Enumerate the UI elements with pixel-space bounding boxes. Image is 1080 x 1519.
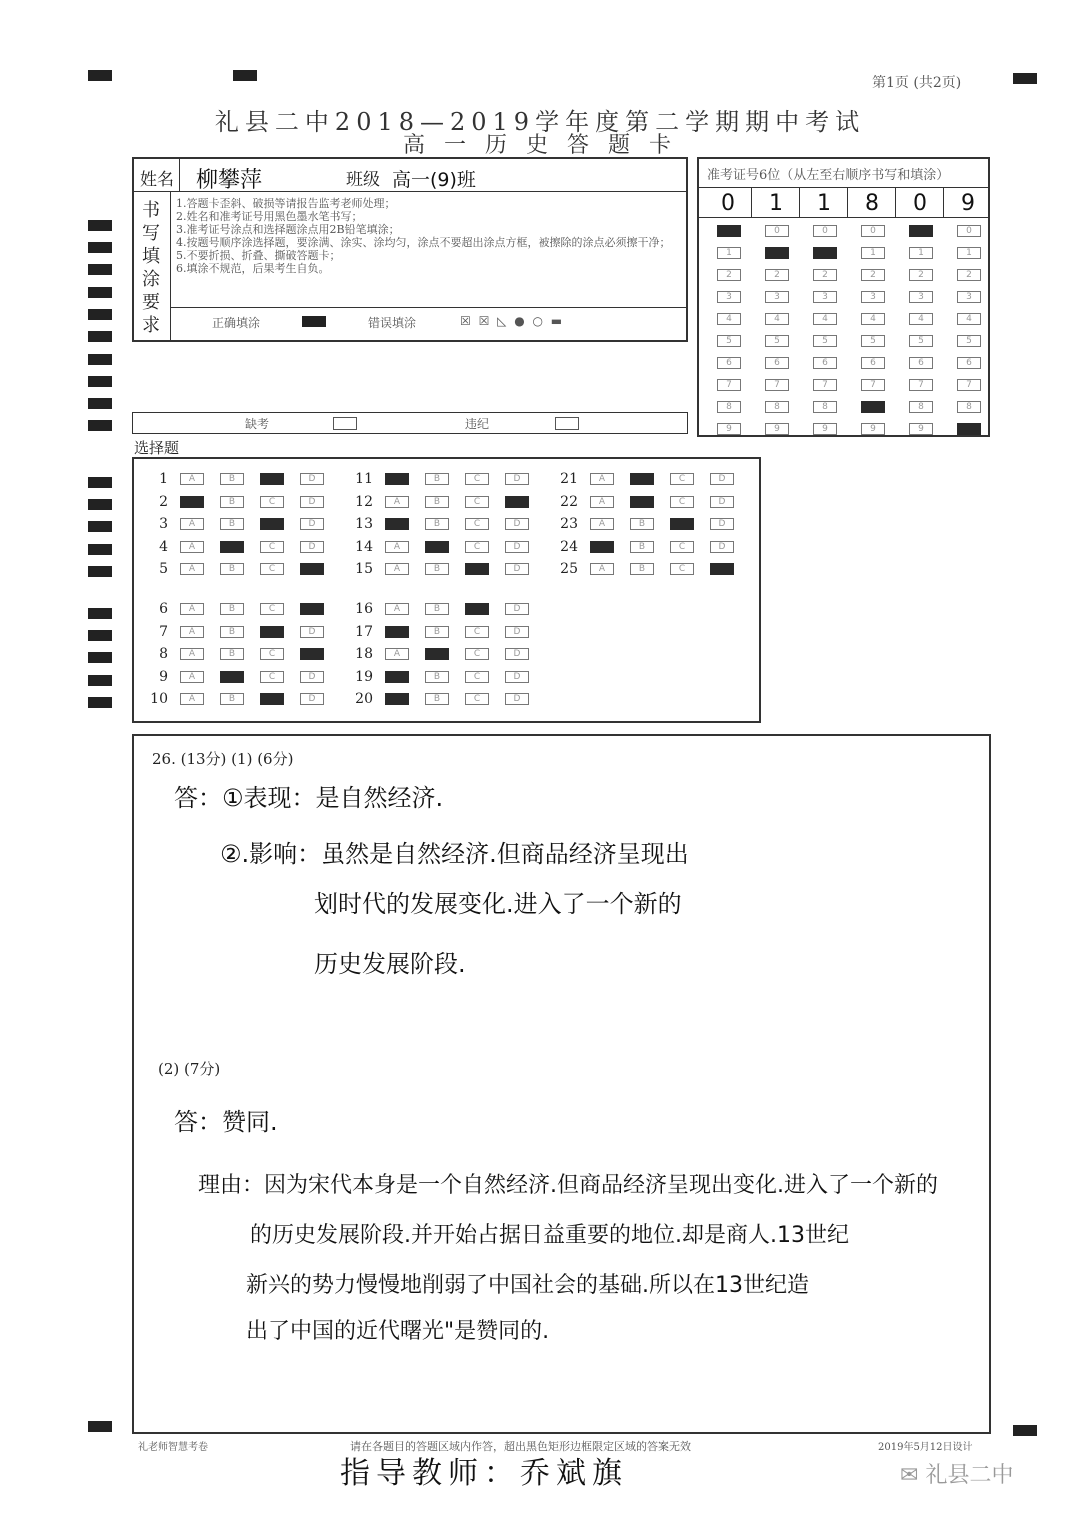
choice-bubble-b[interactable] [425, 648, 449, 660]
exam-id-bubble[interactable]: 2 [813, 269, 837, 281]
exam-id-bubble[interactable]: 6 [957, 357, 981, 369]
question-number: 23 [560, 516, 578, 532]
exam-id-bubble[interactable] [813, 247, 837, 259]
question-number: 2 [159, 493, 168, 510]
exam-id-bubble[interactable]: 4 [813, 313, 837, 325]
class-label: 班级 [346, 170, 380, 190]
timing-mark [88, 354, 112, 365]
exam-id-bubble[interactable]: 5 [765, 335, 789, 347]
timing-mark [88, 675, 112, 686]
q26-ans1-line4: 历史发展阶段. [314, 950, 466, 978]
choice-bubble-c[interactable] [260, 693, 284, 705]
question-number: 20 [355, 691, 373, 707]
question-number: 15 [355, 561, 373, 577]
choice-bubble-a[interactable] [385, 518, 409, 530]
choice-bubble-c[interactable]: C [465, 541, 489, 553]
choice-bubble-c[interactable]: C [465, 648, 489, 660]
exam-id-bubble[interactable]: 0 [957, 225, 981, 237]
exam-id-bubble[interactable]: 0 [765, 225, 789, 237]
choice-bubble-d[interactable]: D [505, 626, 529, 638]
exam-id-bubble[interactable]: 7 [909, 379, 933, 391]
instruction-line: 3.准考证号涂点和选择题涂点用2B铅笔填涂； [176, 223, 400, 236]
choice-bubble-a[interactable]: A [180, 541, 204, 553]
choice-bubble-d[interactable]: D [300, 671, 324, 683]
choice-bubble-b[interactable] [220, 671, 244, 683]
exam-id-bubble[interactable]: 1 [717, 247, 741, 259]
choice-bubble-b[interactable]: B [220, 648, 244, 660]
instruction-line: 6.填涂不规范，后果考生自负。 [176, 262, 330, 275]
exam-id-bubble[interactable]: 6 [813, 357, 837, 369]
choice-bubble-a[interactable]: A [590, 496, 614, 508]
q26-ans2-line1: 答：赞同. [174, 1108, 278, 1136]
exam-id-bubble[interactable]: 7 [765, 379, 789, 391]
choice-bubble-c[interactable] [260, 473, 284, 485]
question-number: 11 [355, 471, 373, 487]
timing-mark [88, 1421, 112, 1432]
exam-id-digit: 0 [913, 191, 927, 216]
question-number: 13 [355, 516, 373, 532]
exam-id-bubble[interactable]: 8 [813, 401, 837, 413]
question-number: 3 [159, 516, 168, 532]
choice-bubble-a[interactable]: A [385, 603, 409, 615]
timing-mark [88, 264, 112, 275]
choice-bubble-b[interactable]: B [220, 693, 244, 705]
choice-bubble-d[interactable]: D [300, 541, 324, 553]
choice-bubble-a[interactable] [180, 496, 204, 508]
exam-id-bubble[interactable]: 2 [765, 269, 789, 281]
instruction-line: 2.姓名和准考证号用黑色墨水笔书写； [176, 210, 363, 223]
exam-id-bubble[interactable]: 5 [813, 335, 837, 347]
choice-bubble-a[interactable]: A [590, 518, 614, 530]
question-number: 22 [560, 493, 578, 510]
choice-bubble-d[interactable] [710, 563, 734, 575]
exam-id-bubble[interactable]: 2 [909, 269, 933, 281]
timing-mark [88, 242, 112, 253]
exam-id-bubble[interactable]: 6 [717, 357, 741, 369]
class-value: 高一(9)班 [392, 169, 476, 191]
choice-bubble-c[interactable]: C [670, 541, 694, 553]
page-indicator: 第1页 (共2页) [872, 75, 962, 91]
q26-ans1-line2: ②.影响：虽然是自然经济.但商品经济呈现出 [220, 840, 689, 868]
exam-id-bubble[interactable]: 1 [957, 247, 981, 259]
exam-id-bubble[interactable]: 2 [861, 269, 885, 281]
choice-bubble-d[interactable]: D [505, 693, 529, 705]
question-number: 21 [560, 471, 578, 487]
choice-bubble-c[interactable]: C [465, 693, 489, 705]
violation-label: 违纪 [465, 417, 490, 431]
exam-id-bubble[interactable]: 4 [765, 313, 789, 325]
choice-bubble-b[interactable]: B [220, 626, 244, 638]
question-number: 14 [355, 538, 373, 555]
exam-id-bubble[interactable] [909, 225, 933, 237]
q26-ans1-line1: 答：①表现：是自然经济. [174, 784, 444, 812]
violation-bubble[interactable] [555, 417, 579, 430]
exam-id-digit: 9 [961, 191, 975, 216]
choice-bubble-b[interactable] [425, 541, 449, 553]
exam-id-bubble[interactable]: 4 [909, 313, 933, 325]
choice-bubble-d[interactable]: D [505, 473, 529, 485]
exam-id-bubble[interactable]: 6 [765, 357, 789, 369]
choice-bubble-c[interactable] [260, 626, 284, 638]
choice-bubble-d[interactable]: D [710, 541, 734, 553]
choice-bubble-c[interactable]: C [260, 563, 284, 575]
choice-bubble-d[interactable] [300, 648, 324, 660]
timing-mark [88, 376, 112, 387]
choice-bubble-a[interactable]: A [590, 473, 614, 485]
exam-id-bubble[interactable] [765, 247, 789, 259]
instruction-line: 1.答题卡歪斜、破损等请报告监考老师处理； [176, 197, 396, 210]
choice-bubble-b[interactable]: B [425, 496, 449, 508]
timing-mark [88, 477, 112, 488]
exam-id-label: 准考证号6位（从左至右顺序书写和填涂） [707, 168, 950, 183]
choice-bubble-b[interactable]: B [220, 563, 244, 575]
exam-id-bubble[interactable]: 2 [717, 269, 741, 281]
question-number: 19 [355, 668, 373, 685]
instructions-list [176, 197, 681, 275]
choice-bubble-c[interactable]: C [670, 563, 694, 575]
timing-mark [88, 420, 112, 431]
exam-title: 礼县二中2018—2019学年度第二学期期中考试 [214, 108, 866, 136]
timing-mark [88, 309, 112, 320]
choice-bubble-b[interactable]: B [425, 626, 449, 638]
choice-bubble-a[interactable] [385, 693, 409, 705]
question-number: 17 [355, 623, 373, 640]
exam-id-bubble[interactable]: 9 [717, 423, 741, 435]
question-number: 25 [560, 561, 578, 577]
choice-bubble-d[interactable]: D [505, 648, 529, 660]
q26-part2-heading: (2) (7分) [158, 1060, 221, 1078]
choice-bubble-b[interactable] [220, 541, 244, 553]
choice-bubble-c[interactable]: C [260, 648, 284, 660]
question-number: 6 [159, 601, 168, 617]
q26-ans1-line3: 划时代的发展变化.进入了一个新的 [314, 890, 682, 918]
choice-bubble-a[interactable]: A [385, 541, 409, 553]
exam-id-bubble[interactable]: 5 [957, 335, 981, 347]
q26-ans2-line2: 理由：因为宋代本身是一个自然经济.但商品经济呈现出变化.进入了一个新的 [198, 1173, 938, 1198]
choice-bubble-a[interactable]: A [180, 648, 204, 660]
exam-id-bubble[interactable]: 9 [861, 423, 885, 435]
name-value: 柳攀萍 [196, 168, 263, 193]
exam-id-bubble[interactable]: 9 [813, 423, 837, 435]
choice-bubble-d[interactable]: D [300, 496, 324, 508]
exam-id-bubble[interactable] [861, 401, 885, 413]
choice-bubble-a[interactable] [385, 626, 409, 638]
choice-bubble-b[interactable]: B [425, 563, 449, 575]
choice-bubble-b[interactable]: B [630, 563, 654, 575]
choice-bubble-b[interactable]: B [220, 518, 244, 530]
timing-mark [88, 566, 112, 577]
choice-bubble-c[interactable]: C [465, 496, 489, 508]
exam-id-bubble[interactable]: 3 [861, 291, 885, 303]
timing-mark [88, 652, 112, 663]
choice-bubble-d[interactable]: D [505, 671, 529, 683]
question-number: 1 [159, 471, 168, 487]
teacher-line: 指导教师：乔斌旗 [340, 1456, 628, 1491]
question-number: 24 [560, 538, 578, 555]
choice-bubble-b[interactable]: B [630, 541, 654, 553]
choice-bubble-c[interactable] [670, 518, 694, 530]
choice-bubble-a[interactable]: A [180, 563, 204, 575]
timing-mark [88, 220, 112, 231]
choice-bubble-d[interactable] [300, 563, 324, 575]
choice-bubble-a[interactable]: A [180, 603, 204, 615]
exam-id-digit: 1 [769, 191, 783, 216]
choice-bubble-b[interactable]: B [425, 473, 449, 485]
exam-id-bubble[interactable]: 4 [861, 313, 885, 325]
timing-mark [1013, 73, 1037, 84]
question-number: 5 [159, 561, 168, 577]
question-number: 4 [159, 538, 168, 555]
timing-mark [88, 331, 112, 342]
choice-bubble-a[interactable] [385, 473, 409, 485]
exam-id-bubble[interactable]: 8 [909, 401, 933, 413]
exam-id-bubble[interactable]: 0 [813, 225, 837, 237]
choice-bubble-b[interactable]: B [220, 603, 244, 615]
question-number: 16 [355, 601, 373, 617]
choice-bubble-b[interactable]: B [425, 693, 449, 705]
choice-bubble-d[interactable]: D [505, 541, 529, 553]
question-number: 18 [355, 646, 373, 662]
exam-subtitle: 高 一 历 史 答 题 卡 [403, 133, 677, 158]
name-label: 姓名 [140, 170, 174, 190]
choice-bubble-a[interactable]: A [180, 473, 204, 485]
choice-bubble-b[interactable]: B [425, 671, 449, 683]
choice-bubble-c[interactable]: C [465, 671, 489, 683]
exam-id-bubble[interactable]: 9 [909, 423, 933, 435]
exam-id-bubble[interactable]: 7 [957, 379, 981, 391]
timing-mark [1013, 1425, 1037, 1436]
choice-bubble-b[interactable]: B [425, 518, 449, 530]
choice-bubble-a[interactable]: A [180, 626, 204, 638]
footer-left: 礼老师智慧考卷 [138, 1442, 208, 1453]
choice-bubble-d[interactable] [300, 603, 324, 615]
choice-bubble-c[interactable]: C [465, 473, 489, 485]
choice-bubble-a[interactable]: A [385, 563, 409, 575]
choice-bubble-d[interactable]: D [300, 626, 324, 638]
exam-id-bubble[interactable]: 3 [717, 291, 741, 303]
exam-id-bubble[interactable]: 3 [909, 291, 933, 303]
choice-bubble-b[interactable] [630, 496, 654, 508]
choice-bubble-d[interactable]: D [710, 518, 734, 530]
question-number: 7 [159, 623, 168, 640]
choice-bubble-d[interactable]: D [710, 496, 734, 508]
choice-bubble-b[interactable]: B [220, 473, 244, 485]
absent-bubble[interactable] [333, 417, 357, 430]
timing-mark [233, 70, 257, 81]
choice-bubble-a[interactable]: A [180, 671, 204, 683]
choice-bubble-b[interactable]: B [220, 496, 244, 508]
choice-bubble-b[interactable]: B [425, 603, 449, 615]
choice-bubble-c[interactable]: C [670, 473, 694, 485]
student-info-box [132, 157, 688, 342]
choice-bubble-a[interactable]: A [385, 496, 409, 508]
choice-bubble-d[interactable] [505, 496, 529, 508]
choice-bubble-b[interactable] [630, 473, 654, 485]
q26-ans2-line4: 新兴的势力慢慢地削弱了中国社会的基础.所以在13世纪造 [246, 1273, 809, 1298]
choice-bubble-c[interactable]: C [260, 603, 284, 615]
wrong-fill-label: 错误填涂 [368, 316, 417, 330]
q26-answer-box [132, 734, 991, 1434]
exam-id-bubble[interactable]: 6 [909, 357, 933, 369]
exam-id-bubble[interactable]: 6 [861, 357, 885, 369]
choice-bubble-d[interactable]: D [710, 473, 734, 485]
choice-bubble-a[interactable]: A [590, 563, 614, 575]
absent-label: 缺考 [245, 417, 270, 431]
exam-id-bubble[interactable]: 5 [861, 335, 885, 347]
timing-mark [88, 608, 112, 619]
exam-id-bubble[interactable]: 8 [717, 401, 741, 413]
exam-id-bubble[interactable] [957, 423, 981, 435]
exam-id-bubble[interactable]: 9 [765, 423, 789, 435]
timing-mark [88, 499, 112, 510]
exam-id-bubble[interactable]: 3 [813, 291, 837, 303]
timing-mark [88, 697, 112, 708]
exam-id-bubble[interactable]: 7 [813, 379, 837, 391]
instruction-line: 5.不要折损、折叠、撕破答题卡； [176, 249, 341, 262]
exam-id-digit: 1 [817, 191, 831, 216]
choice-bubble-d[interactable]: D [505, 518, 529, 530]
wechat-icon: ✉ [900, 1463, 926, 1488]
choice-bubble-c[interactable]: C [465, 518, 489, 530]
choice-bubble-c[interactable]: C [260, 541, 284, 553]
choice-bubble-a[interactable]: A [180, 693, 204, 705]
exam-id-bubble[interactable]: 7 [861, 379, 885, 391]
choice-bubble-d[interactable]: D [505, 563, 529, 575]
exam-id-bubble[interactable]: 4 [717, 313, 741, 325]
timing-mark [88, 544, 112, 555]
exam-id-bubble[interactable]: 3 [765, 291, 789, 303]
choice-bubble-b[interactable]: B [630, 518, 654, 530]
footer-center: 请在各题目的答题区域内作答，超出黑色矩形边框限定区域的答案无效 [350, 1440, 691, 1453]
choice-bubble-a[interactable] [385, 671, 409, 683]
exam-id-bubble[interactable]: 1 [861, 247, 885, 259]
question-number: 9 [159, 668, 168, 685]
absent-box [132, 412, 688, 434]
timing-mark [88, 398, 112, 409]
choice-bubble-d[interactable]: D [505, 603, 529, 615]
wrong-fill-samples: ☒ ☒ ◺ ● ○ ▬ [460, 314, 565, 328]
exam-id-bubble[interactable]: 2 [957, 269, 981, 281]
watermark-text: 礼县二中 [925, 1463, 1014, 1488]
choice-bubble-c[interactable]: C [465, 626, 489, 638]
choice-label: 选择题 [134, 439, 180, 457]
watermark [900, 1458, 1013, 1489]
choice-bubble-a[interactable]: A [385, 648, 409, 660]
choice-bubble-c[interactable]: C [670, 496, 694, 508]
timing-mark [88, 70, 112, 81]
choice-bubble-c[interactable] [465, 563, 489, 575]
exam-id-box [697, 157, 990, 437]
choice-bubble-c[interactable]: C [260, 496, 284, 508]
choice-bubble-c[interactable] [465, 603, 489, 615]
exam-id-bubble[interactable]: 7 [717, 379, 741, 391]
timing-mark [88, 630, 112, 641]
question-number: 12 [355, 493, 373, 510]
q26-ans2-line3: 的历史发展阶段.并开始占据日益重要的地位.却是商人.13世纪 [250, 1223, 849, 1248]
footer-right: 2019年5月12日设计 [878, 1442, 973, 1453]
exam-id-bubble[interactable]: 0 [861, 225, 885, 237]
exam-id-digit: 8 [865, 191, 879, 216]
q26-heading: 26. (13分) (1) (6分) [152, 750, 294, 768]
exam-id-bubble[interactable] [717, 225, 741, 237]
q26-ans2-line5: 出了中国的近代曙光"是赞同的. [246, 1319, 550, 1344]
exam-id-bubble[interactable]: 8 [957, 401, 981, 413]
timing-mark [88, 521, 112, 532]
choice-bubble-d[interactable]: D [300, 473, 324, 485]
correct-fill-sample [302, 316, 326, 327]
exam-id-bubble[interactable]: 8 [765, 401, 789, 413]
choice-bubble-d[interactable]: D [300, 693, 324, 705]
question-number: 10 [150, 691, 168, 707]
exam-id-bubble[interactable]: 5 [909, 335, 933, 347]
exam-id-bubble[interactable]: 1 [909, 247, 933, 259]
correct-fill-label: 正确填涂 [212, 316, 261, 330]
instructions-side-label: 书写填涂要求 [142, 200, 160, 336]
exam-id-bubble[interactable]: 3 [957, 291, 981, 303]
choice-bubble-c[interactable]: C [260, 671, 284, 683]
choice-box [132, 457, 761, 723]
instruction-line: 4.按题号顺序涂选择题，要涂满、涂实、涂均匀，涂点不要超出涂点方框，被擦除的涂点必须擦干净； [176, 236, 671, 249]
choice-bubble-a[interactable]: A [180, 518, 204, 530]
choice-bubble-d[interactable]: D [300, 518, 324, 530]
choice-bubble-c[interactable] [260, 518, 284, 530]
question-number: 8 [159, 646, 168, 662]
exam-id-bubble[interactable]: 5 [717, 335, 741, 347]
choice-bubble-a[interactable] [590, 541, 614, 553]
exam-id-bubble[interactable]: 4 [957, 313, 981, 325]
exam-id-digit: 0 [721, 191, 735, 216]
timing-mark [88, 287, 112, 298]
